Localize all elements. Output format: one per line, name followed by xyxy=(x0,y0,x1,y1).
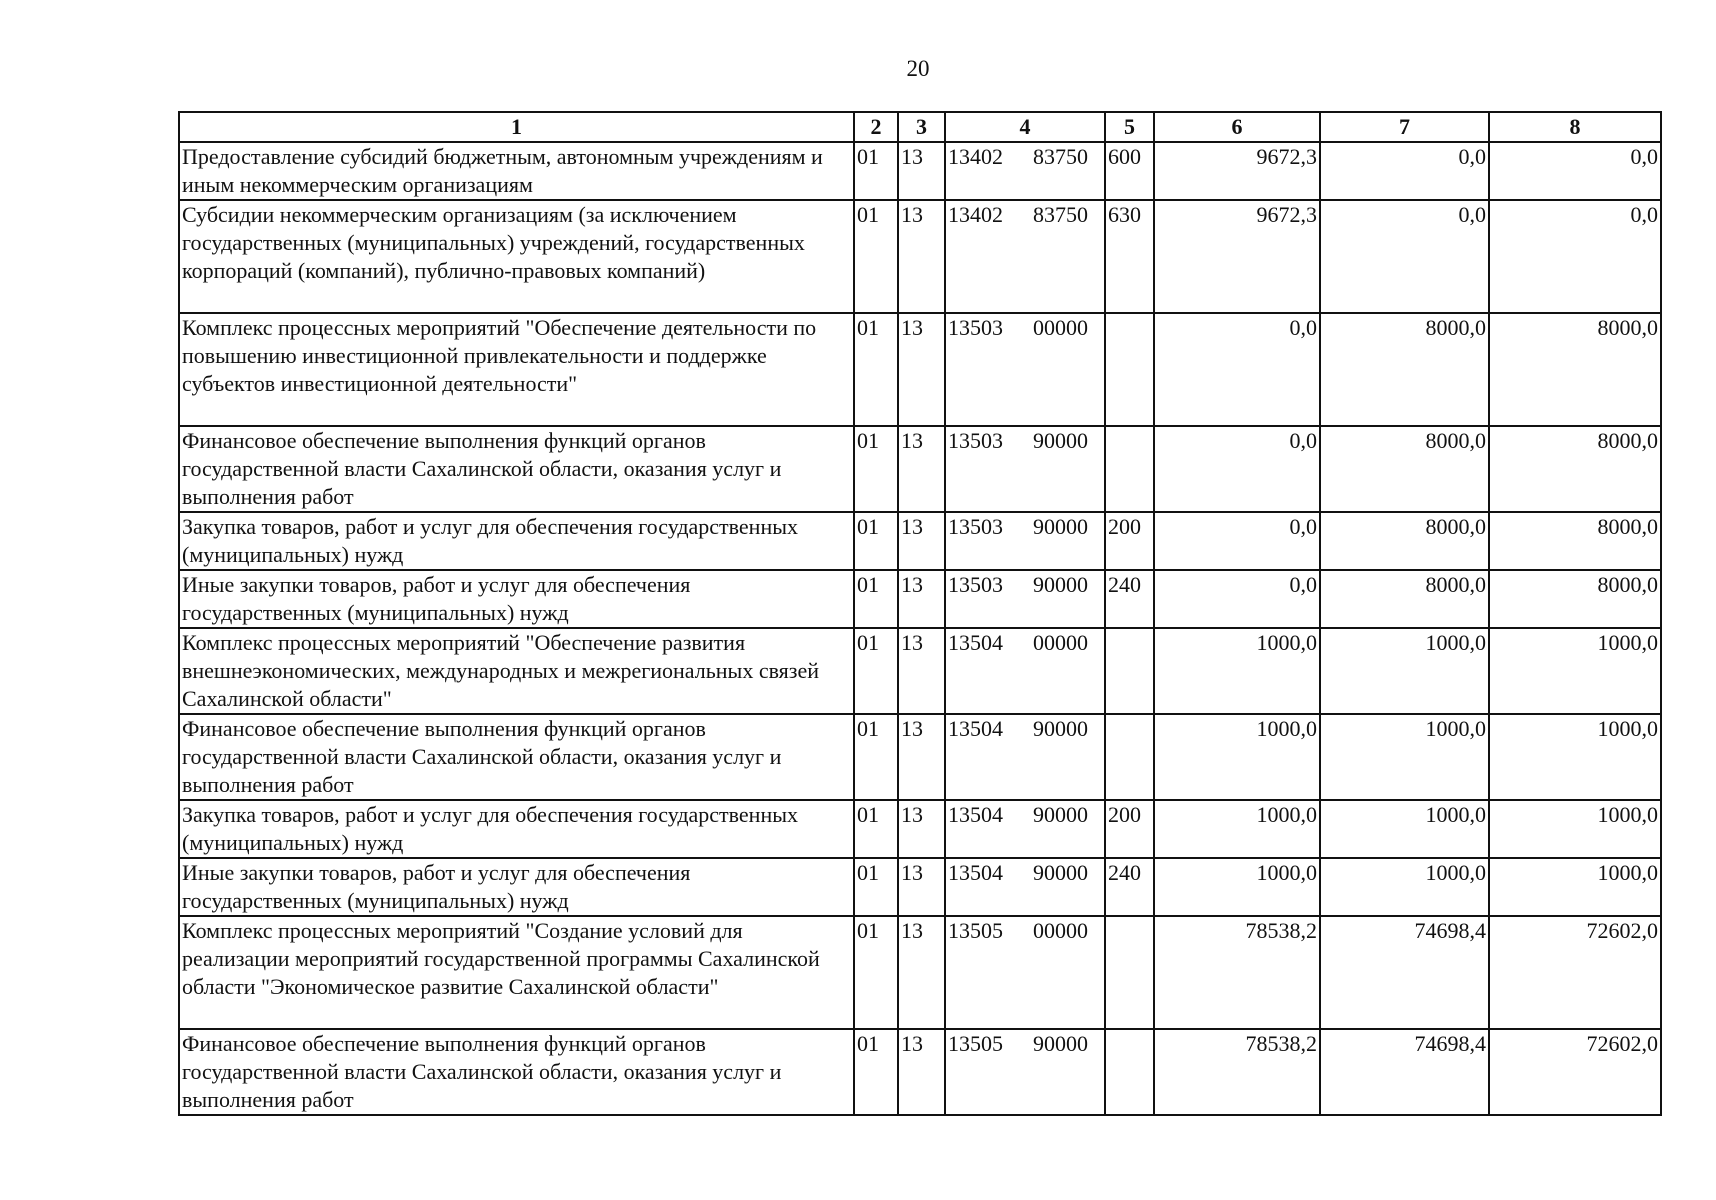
page-number: 20 xyxy=(906,56,930,81)
subsection-code: 13 xyxy=(898,916,945,1029)
table-row xyxy=(179,512,1661,570)
target-article-direction: 83750 xyxy=(1033,144,1088,169)
amount-col-8: 1000,0 xyxy=(1489,858,1661,916)
section-code: 01 xyxy=(854,916,898,1029)
budget-table xyxy=(178,111,1662,1116)
expense-type-code xyxy=(1105,313,1154,426)
target-article-code xyxy=(945,313,1105,426)
table-row xyxy=(179,714,1661,800)
expense-type-code: 240 xyxy=(1105,570,1154,628)
table-row xyxy=(179,142,1661,200)
expense-type-code xyxy=(1105,714,1154,800)
target-article-program: 13503 xyxy=(948,428,1003,453)
column-header-5: 5 xyxy=(1105,112,1154,142)
target-article-code xyxy=(945,426,1105,512)
section-code: 01 xyxy=(854,858,898,916)
target-article-direction: 83750 xyxy=(1033,202,1088,227)
section-code: 01 xyxy=(854,570,898,628)
expense-type-code xyxy=(1105,426,1154,512)
row-name: Закупка товаров, работ и услуг для обеспечения государственных (муниципальных) нужд xyxy=(179,800,854,858)
target-article-code xyxy=(945,1029,1105,1115)
target-article-program: 13504 xyxy=(948,630,1003,655)
amount-col-7: 8000,0 xyxy=(1320,512,1489,570)
amount-col-8: 1000,0 xyxy=(1489,800,1661,858)
expense-type-code: 630 xyxy=(1105,200,1154,313)
target-article-program: 13505 xyxy=(948,918,1003,943)
expense-type-code xyxy=(1105,1029,1154,1115)
table-row xyxy=(179,1029,1661,1115)
expense-type-code: 200 xyxy=(1105,512,1154,570)
section-code: 01 xyxy=(854,200,898,313)
amount-col-7: 1000,0 xyxy=(1320,800,1489,858)
header-row xyxy=(179,112,1661,142)
target-article-program: 13505 xyxy=(948,1031,1003,1056)
row-name: Иные закупки товаров, работ и услуг для обеспечения государственных (муниципальных) нужд xyxy=(179,570,854,628)
column-header-2: 2 xyxy=(854,112,898,142)
row-name: Субсидии некоммерческим организациям (за исключением государственных (муниципальных) учреждений, государственных корпораций (компаний), публично-правовых компаний) xyxy=(179,200,854,313)
subsection-code: 13 xyxy=(898,142,945,200)
target-article-program: 13504 xyxy=(948,802,1003,827)
subsection-code: 13 xyxy=(898,1029,945,1115)
section-code: 01 xyxy=(854,628,898,714)
amount-col-6: 1000,0 xyxy=(1154,858,1320,916)
column-header-7: 7 xyxy=(1320,112,1489,142)
amount-col-7: 1000,0 xyxy=(1320,714,1489,800)
column-header-4: 4 xyxy=(945,112,1105,142)
amount-col-8: 72602,0 xyxy=(1489,916,1661,1029)
section-code: 01 xyxy=(854,426,898,512)
row-name: Закупка товаров, работ и услуг для обеспечения государственных (муниципальных) нужд xyxy=(179,512,854,570)
amount-col-7: 8000,0 xyxy=(1320,426,1489,512)
column-header-8: 8 xyxy=(1489,112,1661,142)
section-code: 01 xyxy=(854,714,898,800)
amount-col-6: 0,0 xyxy=(1154,313,1320,426)
target-article-direction: 00000 xyxy=(1033,630,1088,655)
amount-col-7: 1000,0 xyxy=(1320,858,1489,916)
amount-col-7: 0,0 xyxy=(1320,200,1489,313)
target-article-direction: 90000 xyxy=(1033,860,1088,885)
amount-col-7: 8000,0 xyxy=(1320,570,1489,628)
row-name: Предоставление субсидий бюджетным, автономным учреждениям и иным некоммерческим организациям xyxy=(179,142,854,200)
target-article-code xyxy=(945,570,1105,628)
expense-type-code: 240 xyxy=(1105,858,1154,916)
amount-col-7: 8000,0 xyxy=(1320,313,1489,426)
section-code: 01 xyxy=(854,800,898,858)
section-code: 01 xyxy=(854,1029,898,1115)
subsection-code: 13 xyxy=(898,313,945,426)
target-article-code xyxy=(945,628,1105,714)
table-row xyxy=(179,858,1661,916)
target-article-code xyxy=(945,512,1105,570)
column-header-6: 6 xyxy=(1154,112,1320,142)
table-row xyxy=(179,313,1661,426)
amount-col-6: 78538,2 xyxy=(1154,916,1320,1029)
table-row xyxy=(179,426,1661,512)
target-article-program: 13402 xyxy=(948,144,1003,169)
target-article-program: 13503 xyxy=(948,315,1003,340)
amount-col-8: 8000,0 xyxy=(1489,570,1661,628)
target-article-code xyxy=(945,200,1105,313)
subsection-code: 13 xyxy=(898,512,945,570)
row-name: Финансовое обеспечение выполнения функций органов государственной власти Сахалинской области, оказания услуг и выполнения работ xyxy=(179,426,854,512)
row-name: Финансовое обеспечение выполнения функций органов государственной власти Сахалинской области, оказания услуг и выполнения работ xyxy=(179,714,854,800)
amount-col-8: 1000,0 xyxy=(1489,714,1661,800)
target-article-direction: 90000 xyxy=(1033,514,1088,539)
amount-col-6: 0,0 xyxy=(1154,570,1320,628)
amount-col-8: 72602,0 xyxy=(1489,1029,1661,1115)
table-row xyxy=(179,570,1661,628)
column-header-3: 3 xyxy=(898,112,945,142)
section-code: 01 xyxy=(854,313,898,426)
amount-col-6: 1000,0 xyxy=(1154,628,1320,714)
target-article-program: 13504 xyxy=(948,860,1003,885)
target-article-code xyxy=(945,800,1105,858)
target-article-direction: 90000 xyxy=(1033,1031,1088,1056)
expense-type-code: 600 xyxy=(1105,142,1154,200)
table-row xyxy=(179,800,1661,858)
amount-col-8: 8000,0 xyxy=(1489,313,1661,426)
subsection-code: 13 xyxy=(898,426,945,512)
section-code: 01 xyxy=(854,142,898,200)
amount-col-8: 8000,0 xyxy=(1489,426,1661,512)
section-code: 01 xyxy=(854,512,898,570)
target-article-program: 13503 xyxy=(948,572,1003,597)
amount-col-6: 9672,3 xyxy=(1154,200,1320,313)
target-article-direction: 90000 xyxy=(1033,572,1088,597)
amount-col-6: 0,0 xyxy=(1154,512,1320,570)
amount-col-7: 74698,4 xyxy=(1320,1029,1489,1115)
amount-col-8: 0,0 xyxy=(1489,200,1661,313)
target-article-code xyxy=(945,916,1105,1029)
amount-col-7: 74698,4 xyxy=(1320,916,1489,1029)
subsection-code: 13 xyxy=(898,858,945,916)
row-name: Комплекс процессных мероприятий "Создание условий для реализации мероприятий государственной программы Сахалинской области "Экономическое развитие Сахалинской области" xyxy=(179,916,854,1029)
subsection-code: 13 xyxy=(898,800,945,858)
target-article-code xyxy=(945,714,1105,800)
amount-col-7: 0,0 xyxy=(1320,142,1489,200)
table-row xyxy=(179,628,1661,714)
subsection-code: 13 xyxy=(898,628,945,714)
amount-col-7: 1000,0 xyxy=(1320,628,1489,714)
target-article-program: 13402 xyxy=(948,202,1003,227)
expense-type-code xyxy=(1105,628,1154,714)
row-name: Комплекс процессных мероприятий "Обеспечение деятельности по повышению инвестиционной привлекательности и поддержке субъектов инвестиционной деятельности" xyxy=(179,313,854,426)
amount-col-6: 78538,2 xyxy=(1154,1029,1320,1115)
target-article-direction: 00000 xyxy=(1033,315,1088,340)
expense-type-code: 200 xyxy=(1105,800,1154,858)
target-article-direction: 90000 xyxy=(1033,716,1088,741)
row-name: Иные закупки товаров, работ и услуг для обеспечения государственных (муниципальных) нужд xyxy=(179,858,854,916)
amount-col-6: 1000,0 xyxy=(1154,714,1320,800)
row-name: Комплекс процессных мероприятий "Обеспечение развития внешнеэкономических, международных и межрегиональных связей Сахалинской области" xyxy=(179,628,854,714)
target-article-direction: 90000 xyxy=(1033,802,1088,827)
row-name: Финансовое обеспечение выполнения функций органов государственной власти Сахалинской области, оказания услуг и выполнения работ xyxy=(179,1029,854,1115)
subsection-code: 13 xyxy=(898,200,945,313)
target-article-direction: 90000 xyxy=(1033,428,1088,453)
subsection-code: 13 xyxy=(898,714,945,800)
target-article-direction: 00000 xyxy=(1033,918,1088,943)
amount-col-6: 1000,0 xyxy=(1154,800,1320,858)
target-article-code xyxy=(945,858,1105,916)
target-article-program: 13504 xyxy=(948,716,1003,741)
target-article-code xyxy=(945,142,1105,200)
amount-col-8: 8000,0 xyxy=(1489,512,1661,570)
amount-col-8: 0,0 xyxy=(1489,142,1661,200)
amount-col-6: 0,0 xyxy=(1154,426,1320,512)
table-row xyxy=(179,916,1661,1029)
subsection-code: 13 xyxy=(898,570,945,628)
amount-col-6: 9672,3 xyxy=(1154,142,1320,200)
target-article-program: 13503 xyxy=(948,514,1003,539)
table-row xyxy=(179,200,1661,313)
column-header-1: 1 xyxy=(179,112,854,142)
expense-type-code xyxy=(1105,916,1154,1029)
amount-col-8: 1000,0 xyxy=(1489,628,1661,714)
